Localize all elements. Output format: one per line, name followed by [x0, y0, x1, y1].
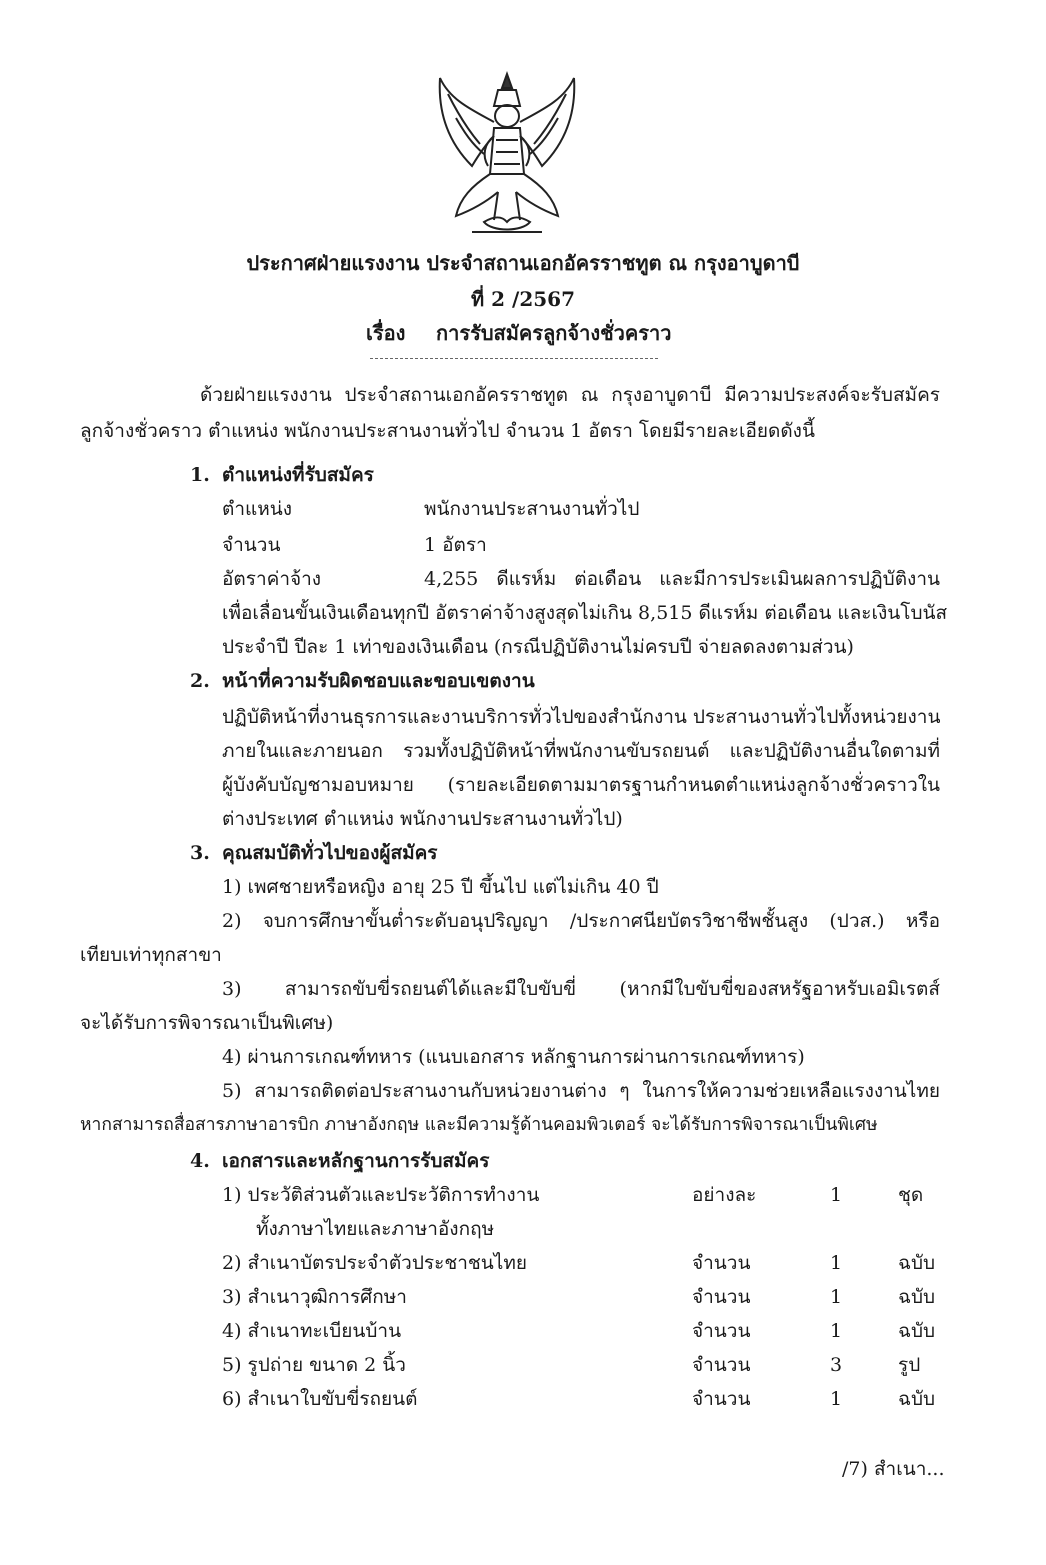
- amount-value: 1 อัตรา: [424, 534, 487, 556]
- document-unit: ชุด: [898, 1184, 924, 1206]
- duties-line-1: ปฏิบัติหน้าที่งานธุรการและงานบริการทั่วไปของสำนักงาน ประสานงานทั่วไปทั้งหน่วยงาน: [222, 706, 941, 728]
- position-value: พนักงานประสานงานทั่วไป: [424, 498, 640, 520]
- document-qty-label: จำนวน: [692, 1286, 751, 1308]
- duties-line-4: ต่างประเทศ ตำแหน่ง พนักงานประสานงานทั่วไป): [222, 808, 623, 830]
- document-unit: รูป: [898, 1354, 921, 1376]
- qualification-2-line-2: เทียบเท่าทุกสาขา: [80, 944, 222, 966]
- intro-line-1: ด้วยฝ่ายแรงงาน ประจำสถานเอกอัครราชทูต ณ กรุงอาบูดาบี มีความประสงค์จะรับสมัคร: [200, 384, 940, 406]
- document-qty-label: จำนวน: [692, 1354, 751, 1376]
- document-qty-label: อย่างละ: [692, 1184, 757, 1206]
- document-qty: 1: [830, 1320, 843, 1342]
- intro-line-2: ลูกจ้างชั่วคราว ตำแหน่ง พนักงานประสานงานทั่วไป จำนวน 1 อัตรา โดยมีรายละเอียดดังนี้: [80, 420, 815, 442]
- document-qty-label: จำนวน: [692, 1252, 751, 1274]
- amount-label: จำนวน: [222, 534, 281, 556]
- qualification-1: 1) เพศชายหรือหญิง อายุ 25 ปี ขึ้นไป แต่ไม่เกิน 40 ปี: [222, 876, 659, 898]
- qualification-5-line-1: 5) สามารถติดต่อประสานงานกับหน่วยงานต่าง ๆ ในการให้ความช่วยเหลือแรงงานไทย: [222, 1080, 940, 1102]
- document-qty: 1: [830, 1252, 843, 1274]
- salary-line-2: เพื่อเลื่อนขั้นเงินเดือนทุกปี อัตราค่าจ้างสูงสุดไม่เกิน 8,515 ดีแรห์ม ต่อเดือน และเงินโบนัส: [222, 602, 948, 624]
- section-3-title: คุณสมบัติทั่วไปของผู้สมัคร: [222, 842, 438, 864]
- document-unit: ฉบับ: [898, 1286, 936, 1308]
- document-unit: ฉบับ: [898, 1320, 936, 1342]
- section-2-title: หน้าที่ความรับผิดชอบและขอบเขตงาน: [222, 670, 535, 692]
- duties-line-2: ภายในและภายนอก รวมทั้งปฏิบัติหน้าที่พนักงานขับรถยนต์ และปฏิบัติงานอื่นใดตามที่: [222, 740, 940, 762]
- section-4-title: เอกสารและหลักฐานการรับสมัคร: [222, 1150, 490, 1172]
- section-4-number: 4.: [190, 1150, 210, 1172]
- document-qty: 3: [830, 1354, 843, 1376]
- salary-line-3: ประจำปี ปีละ 1 เท่าของเงินเดือน (กรณีปฏิบัติงานไม่ครบปี จ่ายลดลงตามส่วน): [222, 636, 854, 658]
- document-qty-label: จำนวน: [692, 1320, 751, 1342]
- document-unit: ฉบับ: [898, 1388, 936, 1410]
- qualification-2-line-1: 2) จบการศึกษาขั้นต่ำระดับอนุปริญญา /ประกาศนียบัตรวิชาชีพชั้นสูง (ปวส.) หรือ: [222, 910, 940, 932]
- section-1-title: ตำแหน่งที่รับสมัคร: [222, 464, 374, 486]
- qualification-5-line-2: หากสามารถสื่อสารภาษาอารบิก ภาษาอังกฤษ และมีความรู้ด้านคอมพิวเตอร์ จะได้รับการพิจารณาเป็นพิเศษ: [80, 1115, 878, 1135]
- section-3-number: 3.: [190, 842, 210, 864]
- document-unit: ฉบับ: [898, 1252, 936, 1274]
- continued-marker: /7) สำเนา...: [842, 1458, 945, 1480]
- garuda-emblem-icon: [432, 70, 582, 238]
- document-name: 1) ประวัติส่วนตัวและประวัติการทำงาน: [222, 1184, 540, 1206]
- document-name: 3) สำเนาวุฒิการศึกษา: [222, 1286, 407, 1308]
- title-divider: [370, 358, 658, 359]
- document-name-cont: ทั้งภาษาไทยและภาษาอังกฤษ: [256, 1218, 495, 1240]
- section-2-number: 2.: [190, 670, 210, 692]
- qualification-3-line-1: 3) สามารถขับขี่รถยนต์ได้และมีใบขับขี่ (หากมีใบขับขี่ของสหรัฐอาหรับเอมิเรตส์: [222, 978, 940, 1000]
- position-label: ตำแหน่ง: [222, 498, 293, 520]
- qualification-4: 4) ผ่านการเกณฑ์ทหาร (แนบเอกสาร หลักฐานการผ่านการเกณฑ์ทหาร): [222, 1046, 805, 1068]
- announcement-number: ที่ 2 /2567: [471, 287, 575, 311]
- announcement-title: ประกาศฝ่ายแรงงาน ประจำสถานเอกอัครราชทูต ณ กรุงอาบูดาบี: [246, 251, 800, 275]
- salary-line-1: 4,255 ดีแรห์ม ต่อเดือน และมีการประเมินผลการปฏิบัติงาน: [424, 568, 940, 590]
- document-qty: 1: [830, 1184, 843, 1206]
- document-name: 6) สำเนาใบขับขี่รถยนต์: [222, 1388, 418, 1410]
- section-1-number: 1.: [190, 464, 210, 486]
- document-qty-label: จำนวน: [692, 1388, 751, 1410]
- document-name: 2) สำเนาบัตรประจำตัวประชาชนไทย: [222, 1252, 527, 1274]
- subject-label: เรื่อง: [366, 321, 406, 345]
- document-name: 4) สำเนาทะเบียนบ้าน: [222, 1320, 402, 1342]
- subject-text: การรับสมัครลูกจ้างชั่วคราว: [436, 321, 672, 345]
- duties-line-3: ผู้บังคับบัญชามอบหมาย (รายละเอียดตามมาตรฐานกำหนดตำแหน่งลูกจ้างชั่วคราวใน: [222, 774, 940, 796]
- document-qty: 1: [830, 1388, 843, 1410]
- qualification-3-line-2: จะได้รับการพิจารณาเป็นพิเศษ): [80, 1012, 334, 1034]
- salary-label: อัตราค่าจ้าง: [222, 568, 322, 590]
- document-qty: 1: [830, 1286, 843, 1308]
- document-name: 5) รูปถ่าย ขนาด 2 นิ้ว: [222, 1354, 406, 1376]
